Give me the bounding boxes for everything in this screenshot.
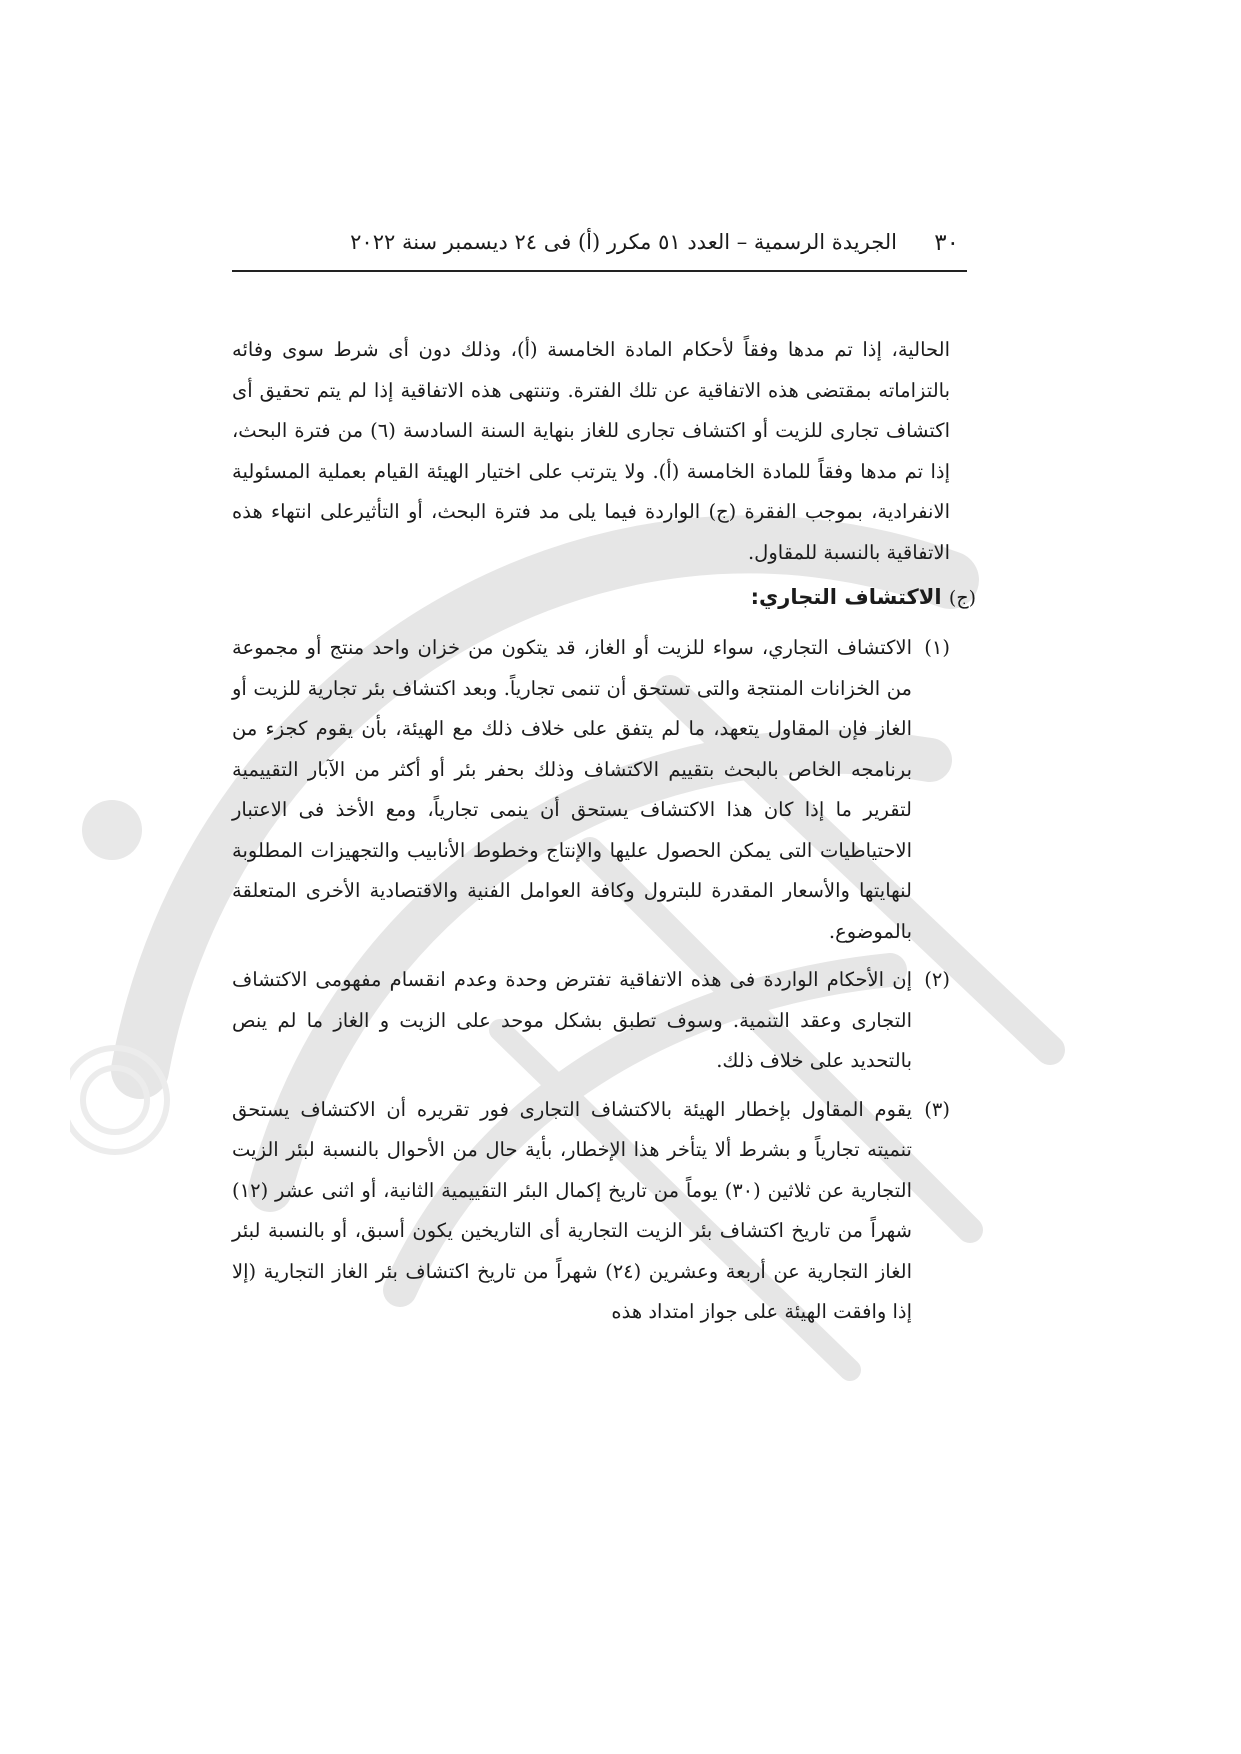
clause-text: إن الأحكام الواردة فى هذه الاتفاقية تفترض وحدة وعدم انقسام مفهومى الاكتشاف التجارى وعقد التنمية. وسوف تطبق بشكل موحد على الزيت و الغاز ما لم ينص بالتحديد على خلاف ذلك. xyxy=(232,968,912,1072)
clause-1 xyxy=(232,628,950,952)
header-divider xyxy=(232,270,967,272)
document-body xyxy=(232,330,976,1341)
intro-paragraph xyxy=(232,330,950,573)
page-header xyxy=(232,224,967,268)
clause-2 xyxy=(232,960,950,1082)
clause-text: الاكتشاف التجاري، سواء للزيت أو الغاز، قد يتكون من خزان واحد منتج أو مجموعة من الخزانات المنتجة والتى تستحق أن تنمى تجارياً. وبعد اكتشاف بئر تجارية للزيت أو الغاز فإن المقاول يتعهد، ما لم يتفق على خلاف ذلك مع الهيئة، بأن يقوم كجزء من برنامجه الخاص بالبحث بتقييم الاكتشاف وذلك بحفر بئر أو أكثر من الآبار التقييمية لتقرير ما إذا كان هذا الاكتشاف يستحق أن ينمى تجارياً، ومع الأخذ فى الاعتبار الاحتياطيات التى يمكن الحصول عليها والإنتاج وخطوط الأنابيب والتجهيزات المطلوبة لنهايتها والأسعار المقدرة للبترول وكافة العوامل الفنية والاقتصادية الأخرى المتعلقة بالموضوع. xyxy=(232,636,912,943)
section-heading xyxy=(232,577,976,618)
clause-number: (٢) xyxy=(924,968,950,991)
clause-number: (٣) xyxy=(924,1097,950,1121)
section-title: الاكتشاف التجاري: xyxy=(750,585,942,609)
intro-text: الحالية، إذا تم مدها وفقاً لأحكام المادة الخامسة (أ)، وذلك دون أى شرط سوى وفائه بالتزاماته بمقتضى هذه الاتفاقية عن تلك الفترة. وتنتهى هذه الاتفاقية إذا لم يتم تحقيق أى اكتشاف تجارى للزيت أو اكتشاف تجارى للغاز بنهاية السنة السادسة (٦) من فترة البحث، إذا تم مدها وفقاً للمادة الخامسة (أ). ولا يترتب على اختيار الهيئة القيام بعملية المسئولية الانفرادية، بموجب الفقرة (ج) الواردة فيما يلى مد فترة البحث، أو التأثيرعلى انتهاء هذه الاتفاقية بالنسبة للمقاول. xyxy=(232,338,950,564)
page-number: ٣٠ xyxy=(934,230,959,256)
clause-text: يقوم المقاول بإخطار الهيئة بالاكتشاف التجارى فور تقريره أن الاكتشاف يستحق تنميته تجارياً و بشرط ألا يتأخر هذا الإخطار، بأية حال من الأحوال بالنسبة لبئر الزيت التجارية عن ثلاثين (٣٠) يوماً من تاريخ إكمال البئر التقييمية الثانية، أو اثنى عشر (١٢) شهراً من تاريخ اكتشاف بئر الزيت التجارية أى التاريخين يكون أسبق، أو بالنسبة لبئر الغاز التجارية عن أربعة وعشرين (٢٤) شهراً من تاريخ اكتشاف بئر الغاز التجارية (إلا إذا وافقت الهيئة على جواز امتداد هذه xyxy=(232,1097,913,1323)
section-letter: (ج) xyxy=(948,587,976,609)
gazette-title: الجريدة الرسمية – العدد ٥١ مكرر (أ) فى ٢٤ ديسمبر سنة ٢٠٢٢ xyxy=(350,230,897,254)
clause-number: (١) xyxy=(924,636,950,659)
clause-3 xyxy=(232,1090,950,1333)
